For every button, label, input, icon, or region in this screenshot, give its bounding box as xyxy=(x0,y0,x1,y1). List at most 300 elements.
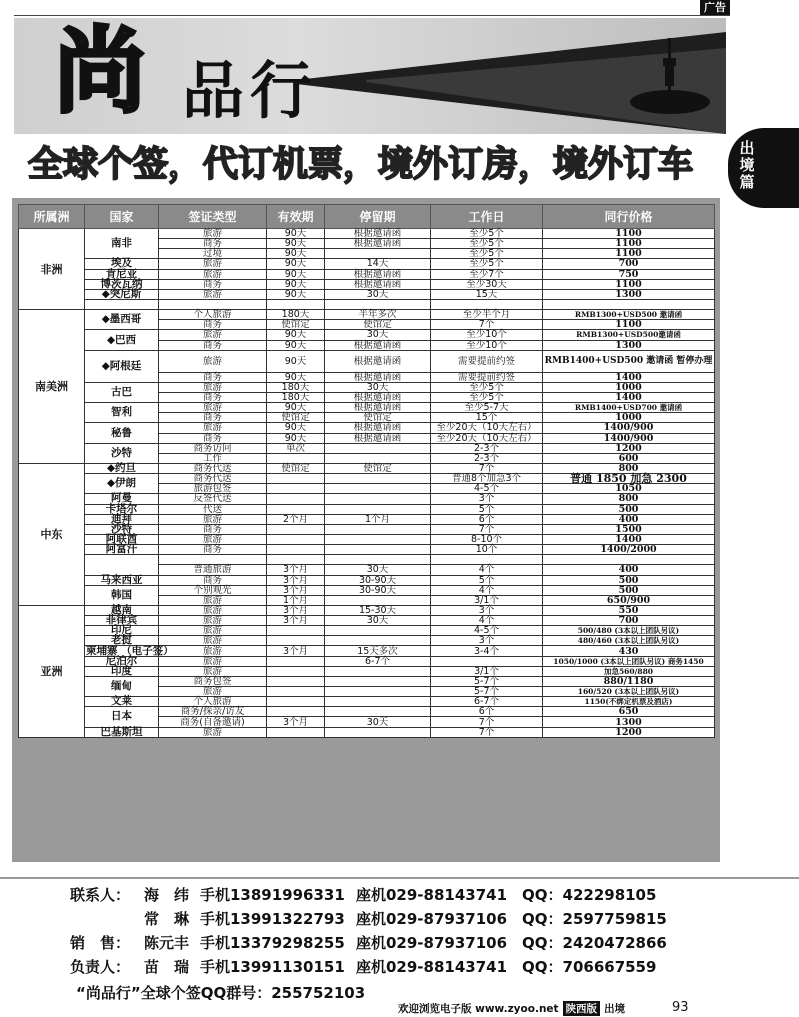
cell-visa-type: 个人旅游 xyxy=(159,310,267,320)
cell-visa-type: 商务 xyxy=(159,279,267,289)
table-row xyxy=(19,545,715,555)
cell-stay: 30天 xyxy=(325,565,431,575)
cell-validity xyxy=(267,453,325,463)
contact-role: 负责人： xyxy=(70,958,131,976)
cell-visa-type: 商务/探亲/访友 xyxy=(159,707,267,717)
cell-visa-type: 商务(自备邀请) xyxy=(159,717,267,727)
cell-stay: 15天多次 xyxy=(325,646,431,656)
cell-workdays: 6个 xyxy=(431,514,543,524)
cell-stay xyxy=(325,727,431,737)
cell-workdays: 3个 xyxy=(431,636,543,646)
cell-validity xyxy=(267,545,325,555)
cell-stay xyxy=(325,534,431,544)
header-country: 国家 xyxy=(85,205,159,229)
cell-visa-type: 商务代送 xyxy=(159,463,267,473)
cell-price: 1400 xyxy=(543,392,715,402)
table-row xyxy=(19,575,715,585)
cell-workdays: 至少5个 xyxy=(431,392,543,402)
top-rule xyxy=(14,15,730,16)
cell-price: 1300 xyxy=(543,717,715,727)
cell-workdays: 至少10个 xyxy=(431,330,543,340)
cell-visa-type: 普通旅游 xyxy=(159,565,267,575)
visa-table-frame xyxy=(12,198,720,862)
cell-validity: 3个月 xyxy=(267,717,325,727)
cell-workdays: 5个 xyxy=(431,504,543,514)
cell-visa-type: 商务 xyxy=(159,392,267,402)
cell-price: 800 xyxy=(543,494,715,504)
section-tab xyxy=(728,128,799,208)
skyline-icon xyxy=(296,18,726,134)
cell-validity: 1个月 xyxy=(267,595,325,605)
visa-table-body xyxy=(19,229,715,738)
cell-region: 非洲 xyxy=(19,229,85,310)
cell-region: 中东 xyxy=(19,463,85,605)
section-tab-char: 篇 xyxy=(739,173,755,191)
cell-price: 1100 xyxy=(543,320,715,330)
cell-stay: 30-90天 xyxy=(325,575,431,585)
cell-visa-type: 旅游 xyxy=(159,269,267,279)
cell-validity: 90天 xyxy=(267,239,325,249)
cell-visa-type: 旅游 xyxy=(159,330,267,340)
cell-validity: 90天 xyxy=(267,423,325,433)
cell-validity: 3个月 xyxy=(267,616,325,626)
cell-price: 1400 xyxy=(543,372,715,382)
cell-workdays: 3个 xyxy=(431,494,543,504)
cell-visa-type: 旅游 xyxy=(159,666,267,676)
cell-price: 加急560/880 xyxy=(543,666,715,676)
cell-stay xyxy=(325,249,431,259)
cell-validity: 180天 xyxy=(267,392,325,402)
cell-validity xyxy=(267,474,325,484)
cell-workdays: 3个 xyxy=(431,605,543,615)
cell-price: 700 xyxy=(543,259,715,269)
cell-workdays: 7个 xyxy=(431,320,543,330)
cell-stay: 根据邀请函 xyxy=(325,269,431,279)
cell-visa-type: 旅游 xyxy=(159,229,267,239)
header-workdays: 工作日 xyxy=(431,205,543,229)
cell-stay: 根据邀请函 xyxy=(325,340,431,350)
cell-country: 柬埔寨 （电子签） xyxy=(86,644,174,657)
table-row xyxy=(19,697,715,707)
cell-country: 阿富汗 xyxy=(85,545,159,555)
cell-stay xyxy=(325,504,431,514)
cell-price: 650/900 xyxy=(543,595,715,605)
cell-country: 沙特 xyxy=(85,524,159,534)
cell-validity xyxy=(267,626,325,636)
cell-workdays: 至少30天 xyxy=(431,279,543,289)
cell-stay xyxy=(325,707,431,717)
cell-visa-type: 旅游 xyxy=(159,595,267,605)
table-row xyxy=(19,423,715,433)
cell-workdays: 6-7个 xyxy=(431,697,543,707)
page-number: 93 xyxy=(672,1000,689,1015)
cell-price: 160/520 (3本以上团队另议) xyxy=(543,687,715,697)
bottom-bar xyxy=(398,1001,625,1016)
cell-validity xyxy=(267,504,325,514)
section-tab-char: 出 xyxy=(739,139,755,157)
visa-table xyxy=(18,204,715,738)
cell-workdays: 至少20天（10天左右） xyxy=(431,433,543,443)
cell-visa-type: 旅游 xyxy=(159,616,267,626)
cell-workdays: 5个 xyxy=(431,575,543,585)
cell-workdays: 3/1个 xyxy=(431,595,543,605)
contact-mobile: 手机13891996331 xyxy=(200,886,345,904)
cell-stay xyxy=(325,443,431,453)
table-row xyxy=(19,676,715,686)
cell-stay xyxy=(325,676,431,686)
cell-stay: 根据邀请函 xyxy=(325,392,431,402)
cell-stay: 30天 xyxy=(325,382,431,392)
cell-workdays: 4-5个 xyxy=(431,626,543,636)
cell-country: 阿联酋 xyxy=(85,534,159,544)
cell-price: RMB1400+USD500 邀请函 暂停办理 xyxy=(543,350,715,372)
header-validity: 有效期 xyxy=(267,205,325,229)
cell-country: 韩国 xyxy=(85,585,159,605)
cell-region: 亚洲 xyxy=(19,605,85,737)
table-row xyxy=(19,289,715,299)
table-header-row xyxy=(19,205,715,229)
cell-visa-type: 旅游 xyxy=(159,350,267,372)
cell-visa-type: 旅游 xyxy=(159,656,267,666)
cell-workdays: 需要提前约签 xyxy=(431,372,543,382)
cell-country xyxy=(85,299,159,309)
site-text: 欢迎浏览电子版 www.zyoo.net xyxy=(398,1003,559,1015)
cell-country: 缅甸 xyxy=(85,676,159,696)
cell-stay xyxy=(325,687,431,697)
contact-landline: 座机029-87937106 xyxy=(356,934,508,952)
cell-stay: 根据邀请函 xyxy=(325,433,431,443)
cell-country xyxy=(85,555,159,575)
cell-visa-type: 商务 xyxy=(159,575,267,585)
cell-price: 1050 xyxy=(543,484,715,494)
cell-country: 巴基斯坦 xyxy=(85,727,159,737)
cell-price: 600 xyxy=(543,453,715,463)
cell-price: 550 xyxy=(543,605,715,615)
cell-visa-type: 个别观光 xyxy=(159,585,267,595)
cell-workdays: 4个 xyxy=(431,565,543,575)
cell-stay: 根据邀请函 xyxy=(325,279,431,289)
cell-country: ◆巴西 xyxy=(85,330,159,350)
table-row xyxy=(19,443,715,453)
cell-workdays: 至少5个 xyxy=(431,239,543,249)
cell-country: 博茨瓦纳 xyxy=(85,279,159,289)
cell-stay: 根据邀请函 xyxy=(325,239,431,249)
contact-qq: QQ：2420472866 xyxy=(522,934,667,952)
cell-price: 700 xyxy=(543,616,715,626)
cell-validity: 使馆定 xyxy=(267,413,325,423)
cell-visa-type: 商务 xyxy=(159,433,267,443)
contact-qq: QQ：706667559 xyxy=(522,958,657,976)
cell-country: 南非 xyxy=(85,229,159,259)
contact-landline: 座机029-88143741 xyxy=(356,886,508,904)
cell-validity: 3个月 xyxy=(267,565,325,575)
cell-visa-type: 反签代送 xyxy=(159,494,267,504)
cell-price: 1150(不绑定机票及酒店) xyxy=(543,697,715,707)
cell-validity: 90天 xyxy=(267,350,325,372)
cell-stay: 根据邀请函 xyxy=(325,372,431,382)
cell-visa-type: 个人旅游 xyxy=(159,697,267,707)
header-price: 同行价格 xyxy=(543,205,715,229)
cell-country: 卡塔尔 xyxy=(85,504,159,514)
cell-price: 400 xyxy=(543,565,715,575)
logo-shang: 尚 xyxy=(54,18,147,125)
cell-price: 400 xyxy=(543,514,715,524)
cell-visa-type: 商务 xyxy=(159,545,267,555)
cell-price: 750 xyxy=(543,269,715,279)
cell-validity: 90天 xyxy=(267,340,325,350)
cell-stay xyxy=(325,494,431,504)
cell-price: 1100 xyxy=(543,229,715,239)
cell-visa-type: 旅游 xyxy=(159,534,267,544)
cell-stay: 30天 xyxy=(325,717,431,727)
contact-name: 海 纬 xyxy=(144,886,190,904)
cell-workdays: 至少半个月 xyxy=(431,310,543,320)
section-name: 出境 xyxy=(604,1003,626,1015)
cell-price: 1100 xyxy=(543,279,715,289)
cell-stay: 根据邀请函 xyxy=(325,229,431,239)
slogan: 全球个签，代订机票，境外订房，境外订车 xyxy=(28,145,694,185)
cell-workdays: 6个 xyxy=(431,707,543,717)
edition-box: 陕西版 xyxy=(563,1001,601,1016)
cell-visa-type: 旅游 xyxy=(159,646,267,656)
cell-country: ◆伊朗 xyxy=(85,474,159,494)
cell-country: 马来西亚 xyxy=(85,575,159,585)
cell-visa-type: 商务 xyxy=(159,413,267,423)
table-row xyxy=(19,350,715,372)
cell-visa-type: 旅游 xyxy=(159,727,267,737)
cell-validity: 90天 xyxy=(267,269,325,279)
contact-name: 苗 瑞 xyxy=(144,958,190,976)
cell-validity: 3个月 xyxy=(267,575,325,585)
table-row xyxy=(19,707,715,717)
cell-stay xyxy=(325,555,431,565)
logo-pinhang: 品行 xyxy=(182,54,319,127)
cell-country: ◆约旦 xyxy=(85,463,159,473)
contact-role: 销 售： xyxy=(70,934,131,952)
cell-stay xyxy=(325,666,431,676)
cell-stay xyxy=(325,484,431,494)
cell-price: 1000 xyxy=(543,382,715,392)
cell-price: 480/460 (3本以上团队另议) xyxy=(543,636,715,646)
banner xyxy=(14,18,726,134)
cell-price: 普通 1850 加急 2300 xyxy=(543,474,715,484)
cell-workdays: 至少10个 xyxy=(431,340,543,350)
cell-visa-type: 旅游 xyxy=(159,514,267,524)
table-row xyxy=(19,474,715,484)
cell-workdays: 7个 xyxy=(431,524,543,534)
cell-country: 尼泊尔 xyxy=(85,656,159,666)
cell-visa-type: 商务 xyxy=(159,524,267,534)
cell-price: RMB1400+USD700 邀请函 xyxy=(543,403,715,413)
cell-workdays: 5-7个 xyxy=(431,687,543,697)
cell-validity xyxy=(267,534,325,544)
cell-visa-type: 旅游 xyxy=(159,289,267,299)
cell-price: 500 xyxy=(543,504,715,514)
header-stay: 停留期 xyxy=(325,205,431,229)
cell-stay: 30天 xyxy=(325,616,431,626)
cell-country: 菲律宾 xyxy=(85,616,159,626)
cell-country: 秘鲁 xyxy=(85,423,159,443)
cell-country: ◆突尼斯 xyxy=(85,289,159,299)
cell-stay: 使馆定 xyxy=(325,413,431,423)
cell-validity: 90天 xyxy=(267,372,325,382)
cell-price: RMB1300+USD500 邀请函 xyxy=(543,310,715,320)
cell-visa-type: 过境 xyxy=(159,249,267,259)
cell-country: 阿曼 xyxy=(85,494,159,504)
cell-country: ◆墨西哥 xyxy=(85,310,159,330)
cell-stay xyxy=(325,474,431,484)
cell-country: 印度 xyxy=(85,666,159,676)
cell-stay xyxy=(325,453,431,463)
table-row xyxy=(19,585,715,595)
cell-stay: 使馆定 xyxy=(325,463,431,473)
contact-qq: QQ：2597759815 xyxy=(522,910,667,928)
cell-price: RMB1300+USD500邀请函 xyxy=(543,330,715,340)
cell-stay: 根据邀请函 xyxy=(325,423,431,433)
cell-country: 越南 xyxy=(85,605,159,615)
contact-landline: 座机029-87937106 xyxy=(356,910,508,928)
cell-validity xyxy=(267,484,325,494)
cell-price: 1000 xyxy=(543,413,715,423)
cell-country: 印尼 xyxy=(85,626,159,636)
cell-visa-type: 旅游 xyxy=(159,382,267,392)
cell-validity xyxy=(267,707,325,717)
table-row xyxy=(19,382,715,392)
cell-visa-type: 旅游 xyxy=(159,423,267,433)
cell-validity: 3个月 xyxy=(267,605,325,615)
cell-price: 500/480 (3本以上团队另议) xyxy=(543,626,715,636)
cell-price: 1400 xyxy=(543,534,715,544)
cell-visa-type: 商务 xyxy=(159,320,267,330)
cell-price xyxy=(543,299,715,309)
cell-validity: 使馆定 xyxy=(267,463,325,473)
cell-validity xyxy=(267,676,325,686)
cell-workdays xyxy=(431,656,543,666)
cell-stay: 半年多次 xyxy=(325,310,431,320)
cell-validity xyxy=(267,666,325,676)
cell-workdays: 10个 xyxy=(431,545,543,555)
cell-workdays: 3-4个 xyxy=(431,646,543,656)
cell-stay: 15-30天 xyxy=(325,605,431,615)
table-row xyxy=(19,330,715,340)
cell-validity xyxy=(267,727,325,737)
cell-stay xyxy=(325,697,431,707)
cell-stay: 30天 xyxy=(325,289,431,299)
cell-validity: 90天 xyxy=(267,330,325,340)
cell-price: 1400/2000 xyxy=(543,545,715,555)
cell-price: 1400/900 xyxy=(543,423,715,433)
cell-validity: 使馆定 xyxy=(267,320,325,330)
cell-country: 迪拜 xyxy=(85,514,159,524)
cell-stay: 根据邀请函 xyxy=(325,403,431,413)
cell-workdays: 2-3个 xyxy=(431,453,543,463)
contact-mobile: 手机13991322793 xyxy=(200,910,345,928)
ad-label: 广告 xyxy=(700,0,730,16)
contact-role: 联系人： xyxy=(70,886,131,904)
cell-price: 1300 xyxy=(543,289,715,299)
cell-workdays: 至少5个 xyxy=(431,229,543,239)
header-region: 所属洲 xyxy=(19,205,85,229)
cell-validity xyxy=(267,656,325,666)
cell-region: 南美洲 xyxy=(19,310,85,464)
cell-validity: 90天 xyxy=(267,279,325,289)
cell-validity: 90天 xyxy=(267,433,325,443)
cell-workdays: 15天 xyxy=(431,289,543,299)
cell-validity: 3个月 xyxy=(267,585,325,595)
cell-validity xyxy=(267,636,325,646)
cell-price: 1100 xyxy=(543,239,715,249)
cell-price: 1200 xyxy=(543,443,715,453)
cell-workdays: 3/1个 xyxy=(431,666,543,676)
cell-validity: 90天 xyxy=(267,403,325,413)
cell-workdays: 至少5个 xyxy=(431,382,543,392)
cell-workdays: 至少20天（10天左右） xyxy=(431,423,543,433)
cell-stay: 6-7个 xyxy=(325,656,431,666)
cell-workdays: 7个 xyxy=(431,463,543,473)
cell-workdays: 15个 xyxy=(431,413,543,423)
cell-visa-type: 旅游 xyxy=(159,687,267,697)
cell-stay xyxy=(325,524,431,534)
cell-price: 650 xyxy=(543,707,715,717)
cell-visa-type: 旅游包签 xyxy=(159,484,267,494)
cell-stay: 30-90天 xyxy=(325,585,431,595)
cell-visa-type: 工作 xyxy=(159,453,267,463)
cell-workdays: 5-7个 xyxy=(431,676,543,686)
cell-stay: 14天 xyxy=(325,259,431,269)
table-row xyxy=(19,727,715,737)
cell-validity: 90天 xyxy=(267,289,325,299)
cell-visa-type: 商务 xyxy=(159,340,267,350)
cell-price: 1050/1000 (3本以上团队另议) 商务1450 xyxy=(543,656,715,666)
cell-visa-type: 旅游 xyxy=(159,403,267,413)
table-row xyxy=(19,555,715,565)
cell-stay xyxy=(325,545,431,555)
cell-price: 430 xyxy=(543,646,715,656)
cell-price: 1500 xyxy=(543,524,715,534)
cell-workdays: 需要提前约签 xyxy=(431,350,543,372)
qq-group-line: “尚品行”全球个签QQ群号：255752103 xyxy=(76,984,366,1002)
cell-workdays: 至少5个 xyxy=(431,249,543,259)
cell-country: ◆阿根廷 xyxy=(85,350,159,382)
cell-price: 500 xyxy=(543,585,715,595)
cell-visa-type: 商务包签 xyxy=(159,676,267,686)
cell-workdays: 4个 xyxy=(431,585,543,595)
cell-workdays: 8-10个 xyxy=(431,534,543,544)
cell-country: 智利 xyxy=(85,403,159,423)
cell-validity xyxy=(267,494,325,504)
cell-validity xyxy=(267,687,325,697)
cell-validity xyxy=(267,697,325,707)
cell-country: 老挝 xyxy=(85,636,159,646)
cell-validity xyxy=(267,524,325,534)
cell-country: 肯尼亚 xyxy=(85,269,159,279)
cell-validity: 3个月 xyxy=(267,646,325,656)
cell-visa-type: 旅游 xyxy=(159,259,267,269)
contact-name: 常 琳 xyxy=(144,910,190,928)
cell-price: 1200 xyxy=(543,727,715,737)
cell-stay xyxy=(325,626,431,636)
cell-workdays: 至少7个 xyxy=(431,269,543,279)
cell-visa-type: 商务 xyxy=(159,372,267,382)
contact-qq: QQ：422298105 xyxy=(522,886,657,904)
cell-stay xyxy=(325,595,431,605)
cell-stay xyxy=(325,636,431,646)
cell-validity: 单次 xyxy=(267,443,325,453)
footer-rule xyxy=(0,877,799,879)
cell-stay: 根据邀请函 xyxy=(325,350,431,372)
cell-price: 1100 xyxy=(543,249,715,259)
cell-workdays: 2-3个 xyxy=(431,443,543,453)
